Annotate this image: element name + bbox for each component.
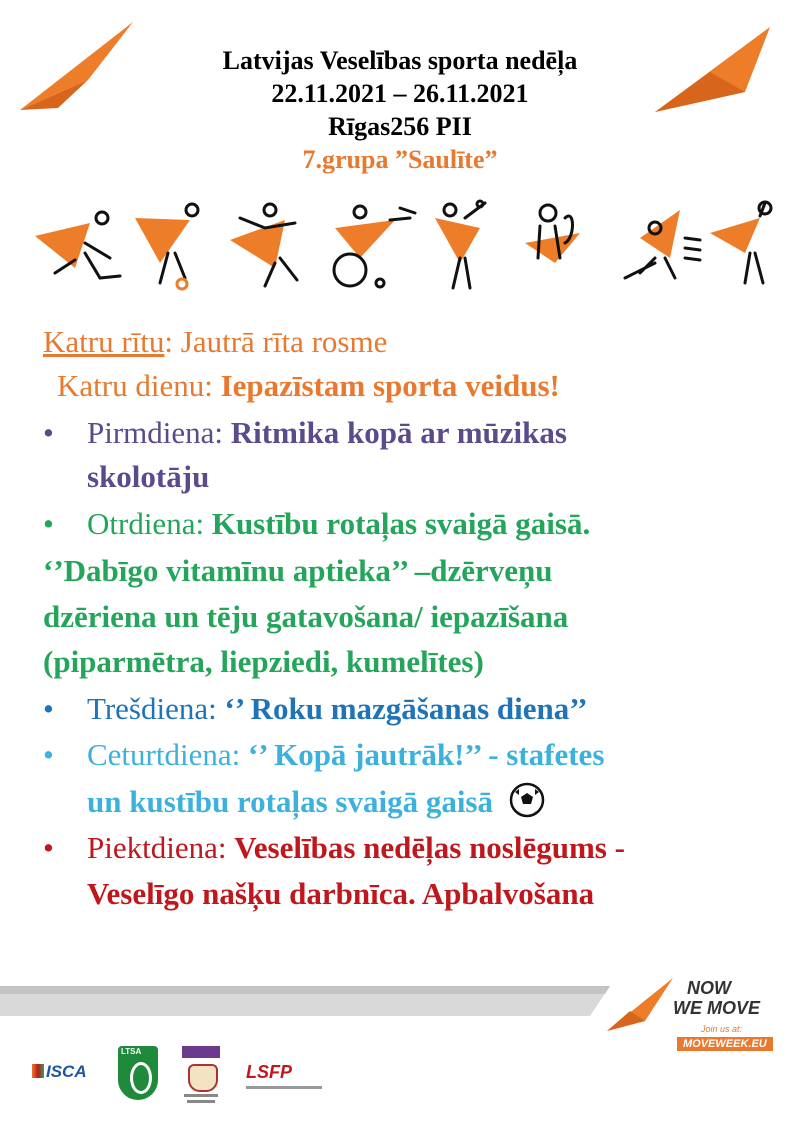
isca-logo [32, 1062, 104, 1086]
isca-logo-text: ISCA [46, 1062, 87, 1081]
tuesday-text-4: (piparmētra, liepziedi, kumelītes) [43, 644, 484, 679]
ltsa-logo [118, 1046, 158, 1100]
thursday-text-cont [87, 782, 545, 821]
ministry-caption [184, 1094, 218, 1097]
football-figure-icon [135, 204, 198, 289]
ltsa-logo-text: LTSA [121, 1047, 142, 1056]
daily-text: Iepazīstam sporta veidus! [220, 368, 560, 403]
morning-activity [43, 323, 387, 361]
tuesday-item [43, 505, 590, 543]
bullet: • [43, 691, 54, 726]
join-text: Join us at: [701, 1024, 743, 1034]
runner-figure-icon [35, 212, 120, 278]
monday-item [43, 414, 567, 452]
bullet: • [43, 830, 54, 865]
friday-text: Veselības nedēļas noslēgums - [234, 830, 625, 865]
wednesday-item [43, 690, 588, 728]
skater-figure-icon [625, 210, 700, 278]
group-name: 7.grupa ”Saulīte” [302, 145, 498, 174]
friday-text-cont: Veselīgo našķu darbnīca. Apbalvošana [87, 876, 595, 911]
tuesday-text-2: ‘’Dabīgo vitamīnu aptieka’’ –dzērveņu [43, 553, 553, 588]
coat-of-arms-icon [188, 1064, 218, 1092]
daily-activity [57, 367, 560, 405]
ministry-caption [187, 1100, 215, 1103]
morning-label: Katru rītu [43, 324, 165, 359]
thursday-text: ‘’ Kopā jautrāk!’’ - stafetes [247, 737, 605, 772]
lsfp-logo [246, 1062, 326, 1092]
soccer-ball-icon [509, 782, 545, 818]
moveweek-logo [605, 974, 775, 1064]
ministry-logo [182, 1046, 220, 1108]
morning-text: : Jautrā rīta rosme [164, 324, 388, 359]
ministry-bar [182, 1046, 220, 1058]
brand-line1: NOW [687, 978, 731, 998]
thursday-label: Ceturtdiena: [87, 737, 248, 772]
tuesday-text-3: dzēriena un tēju gatavošana/ iepazīšana [43, 599, 569, 634]
friday-item [43, 829, 625, 867]
isca-swoosh-icon [32, 1064, 44, 1078]
tuesday-text: Kustību rotaļas svaigā gaisā. [211, 506, 591, 541]
bullet: • [43, 415, 54, 450]
wednesday-text: ‘’ Roku mazgāšanas diena’’ [224, 691, 588, 726]
tuesday-label: Otrdiena: [87, 506, 212, 541]
institution-name: Rīgas256 PII [328, 112, 472, 141]
moveweek-url: MOVEWEEK.EU [677, 1037, 773, 1051]
jumper-figure-icon [230, 204, 297, 286]
ltsa-figure-icon [130, 1062, 152, 1094]
lsfp-logo-text: LSFP [246, 1062, 293, 1082]
wheelchair-figure-icon [334, 206, 415, 287]
wednesday-label: Trešdiena: [87, 691, 225, 726]
friday-label: Piektdiena: [87, 830, 235, 865]
page-title: Latvijas Veselības sporta nedēļa [222, 46, 578, 75]
moveweek-arrow-icon [605, 976, 675, 1036]
dancer-figure-icon [710, 202, 771, 283]
thrower-figure-icon [435, 201, 485, 288]
monday-label: Pirmdiena: [87, 415, 231, 450]
gymnast-figure-icon [525, 205, 580, 263]
thursday-text-2: un kustību rotaļas svaigā gaisā [87, 784, 493, 819]
brand-line2: WE MOVE [673, 998, 761, 1018]
monday-text-cont: skolotāju [87, 459, 210, 494]
daily-label: Katru dienu: [57, 368, 221, 403]
bullet: • [43, 737, 54, 772]
monday-text: Ritmika kopā ar mūzikas [230, 415, 567, 450]
lsfp-caption [246, 1086, 322, 1089]
bullet: • [43, 506, 54, 541]
sport-figures-illustration [30, 198, 775, 293]
thursday-item [43, 736, 604, 774]
date-range: 22.11.2021 – 26.11.2021 [271, 79, 529, 108]
